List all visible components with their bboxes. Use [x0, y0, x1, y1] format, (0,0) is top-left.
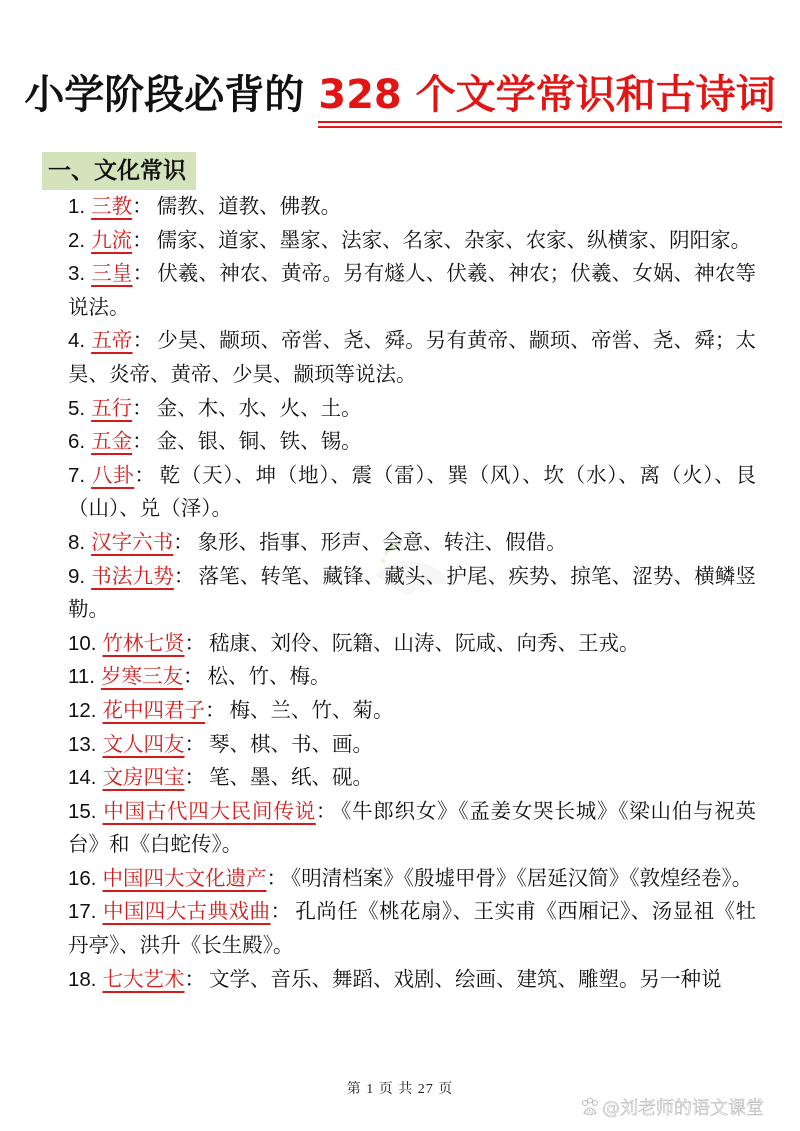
- item-term: 花中四君子: [102, 697, 205, 722]
- item-description: 象形、指事、形声、会意、转注、假借。: [197, 529, 567, 554]
- list-item: [68, 560, 756, 627]
- item-number: 10.: [68, 631, 97, 655]
- item-description: 儒家、道家、墨家、法家、名家、杂家、农家、纵横家、阴阳家。: [156, 227, 752, 252]
- item-colon: ：: [182, 664, 204, 689]
- item-description: 伏羲、神农、黄帝。另有燧人、伏羲、神农；伏羲、女娲、神农等说法。: [68, 261, 757, 319]
- item-term: 岁寒三友: [100, 664, 183, 689]
- list-item: [68, 963, 756, 997]
- item-term: 文人四友: [102, 731, 185, 756]
- list-item: [68, 694, 756, 728]
- list-item: [68, 862, 756, 896]
- item-term: 中国古代四大民间传说: [102, 798, 316, 823]
- list-item: [68, 425, 756, 459]
- item-number: 4.: [68, 329, 86, 353]
- item-term: 竹林七贤: [102, 630, 185, 655]
- item-number: 5.: [68, 396, 86, 420]
- item-colon: ：: [184, 630, 205, 655]
- author-watermark: [580, 1094, 764, 1120]
- item-description: 乾（天）、坤（地）、震（雷）、巽（风）、坎（水）、离（火）、艮（山）、兑（泽）。: [68, 462, 757, 521]
- list-item: [68, 895, 756, 962]
- list-item: [68, 728, 756, 762]
- item-number: 7.: [68, 463, 86, 487]
- item-colon: ：: [132, 227, 153, 252]
- item-number: 1.: [68, 195, 86, 218]
- item-description: 落笔、转笔、藏锋、藏头、护尾、疾势、掠笔、涩势、横鳞竖勒。: [68, 563, 757, 622]
- item-description: 孔尚任《桃花扇》、王实甫《西厢记》、汤显祖《牡丹亭》、洪升《长生殿》。: [68, 899, 756, 958]
- item-number: 2.: [68, 228, 86, 252]
- item-term: 五金: [91, 429, 133, 454]
- item-colon: ：: [266, 865, 287, 890]
- item-description: 儒教、道教、佛教。: [156, 194, 342, 218]
- item-term: 三皇: [91, 261, 133, 286]
- item-colon: ：: [173, 563, 195, 588]
- item-description: 《牛郎织女》《孟姜女哭长城》《梁山伯与祝英台》和《白蛇传》。: [68, 798, 757, 857]
- item-number: 9.: [68, 564, 86, 588]
- list-item: [68, 324, 756, 391]
- item-number: 12.: [68, 698, 97, 722]
- knowledge-list: [68, 190, 756, 996]
- item-description: 金、木、水、火、土。: [156, 395, 362, 420]
- list-item: [68, 761, 756, 795]
- item-description: 琴、棋、书、画。: [209, 731, 373, 756]
- page-indicator: 第 1 页 共 27 页: [346, 1082, 454, 1097]
- document-title: [0, 70, 800, 126]
- item-colon: ：: [134, 462, 156, 487]
- item-term: 三教: [91, 194, 133, 218]
- item-description: 松、竹、梅。: [207, 664, 331, 689]
- item-colon: ：: [173, 529, 194, 554]
- list-item: [68, 190, 756, 224]
- item-number: 3.: [68, 262, 86, 286]
- list-item: [68, 627, 756, 661]
- item-term: 七大艺术: [102, 966, 185, 991]
- item-term: 中国四大古典戏曲: [102, 899, 271, 924]
- title-highlight: 328 个文学常识和古诗词: [318, 70, 775, 126]
- list-item: [68, 257, 756, 324]
- item-description: 笔、墨、纸、砚。: [209, 765, 373, 790]
- item-number: 17.: [68, 900, 97, 924]
- item-term: 五帝: [91, 328, 133, 353]
- item-term: 文房四宝: [102, 765, 185, 790]
- item-colon: ：: [184, 966, 205, 991]
- list-item: [68, 224, 756, 258]
- title-prefix: 小学阶段必背的: [24, 72, 305, 118]
- item-colon: ：: [270, 899, 292, 924]
- baidu-paw-icon: [580, 1097, 600, 1117]
- watermark-text: @刘老师的语文课堂: [602, 1098, 764, 1119]
- item-colon: ：: [132, 429, 153, 454]
- item-term: 八卦: [91, 462, 135, 487]
- item-description: 《明清档案》《殷墟甲骨》《居延汉简》《敦煌经卷》。: [291, 865, 753, 890]
- item-number: 6.: [68, 430, 86, 454]
- item-colon: ：: [184, 765, 205, 790]
- item-colon: ：: [132, 194, 153, 218]
- item-colon: ：: [132, 395, 153, 420]
- item-colon: ：: [184, 731, 205, 756]
- item-description: 少昊、颛顼、帝喾、尧、舜。另有黄帝、颛顼、帝喾、尧、舜；太昊、炎帝、黄帝、少昊、颛顼等说法。: [68, 328, 757, 386]
- item-description: 嵇康、刘伶、阮籍、山涛、阮咸、向秀、王戎。: [209, 630, 640, 655]
- list-item: [68, 526, 756, 560]
- item-colon: ：: [205, 697, 226, 722]
- item-number: 15.: [68, 799, 97, 823]
- item-description: 文学、音乐、舞蹈、戏剧、绘画、建筑、雕塑。另一种说: [209, 966, 722, 991]
- item-number: 11.: [68, 665, 95, 689]
- section-header-culture: 一、文化常识: [42, 152, 196, 190]
- item-colon: ：: [132, 328, 154, 353]
- item-number: 14.: [68, 766, 97, 790]
- item-number: 8.: [68, 530, 86, 554]
- item-description: 梅、兰、竹、菊。: [229, 697, 394, 722]
- item-number: 16.: [68, 866, 97, 890]
- item-term: 中国四大文化遗产: [102, 865, 267, 890]
- item-number: 13.: [68, 732, 97, 756]
- list-item: [68, 660, 756, 694]
- item-term: 汉字六书: [91, 529, 174, 554]
- item-term: 九流: [91, 227, 133, 252]
- svg-text:du: du: [587, 1109, 594, 1115]
- item-colon: ：: [315, 798, 338, 823]
- item-term: 书法九势: [91, 563, 174, 588]
- item-number: 18.: [68, 967, 97, 991]
- list-item: [68, 392, 756, 426]
- list-item: [68, 459, 756, 526]
- item-description: 金、银、铜、铁、锡。: [156, 429, 362, 454]
- item-colon: ：: [132, 261, 154, 286]
- list-item: [68, 795, 756, 862]
- item-term: 五行: [91, 395, 133, 420]
